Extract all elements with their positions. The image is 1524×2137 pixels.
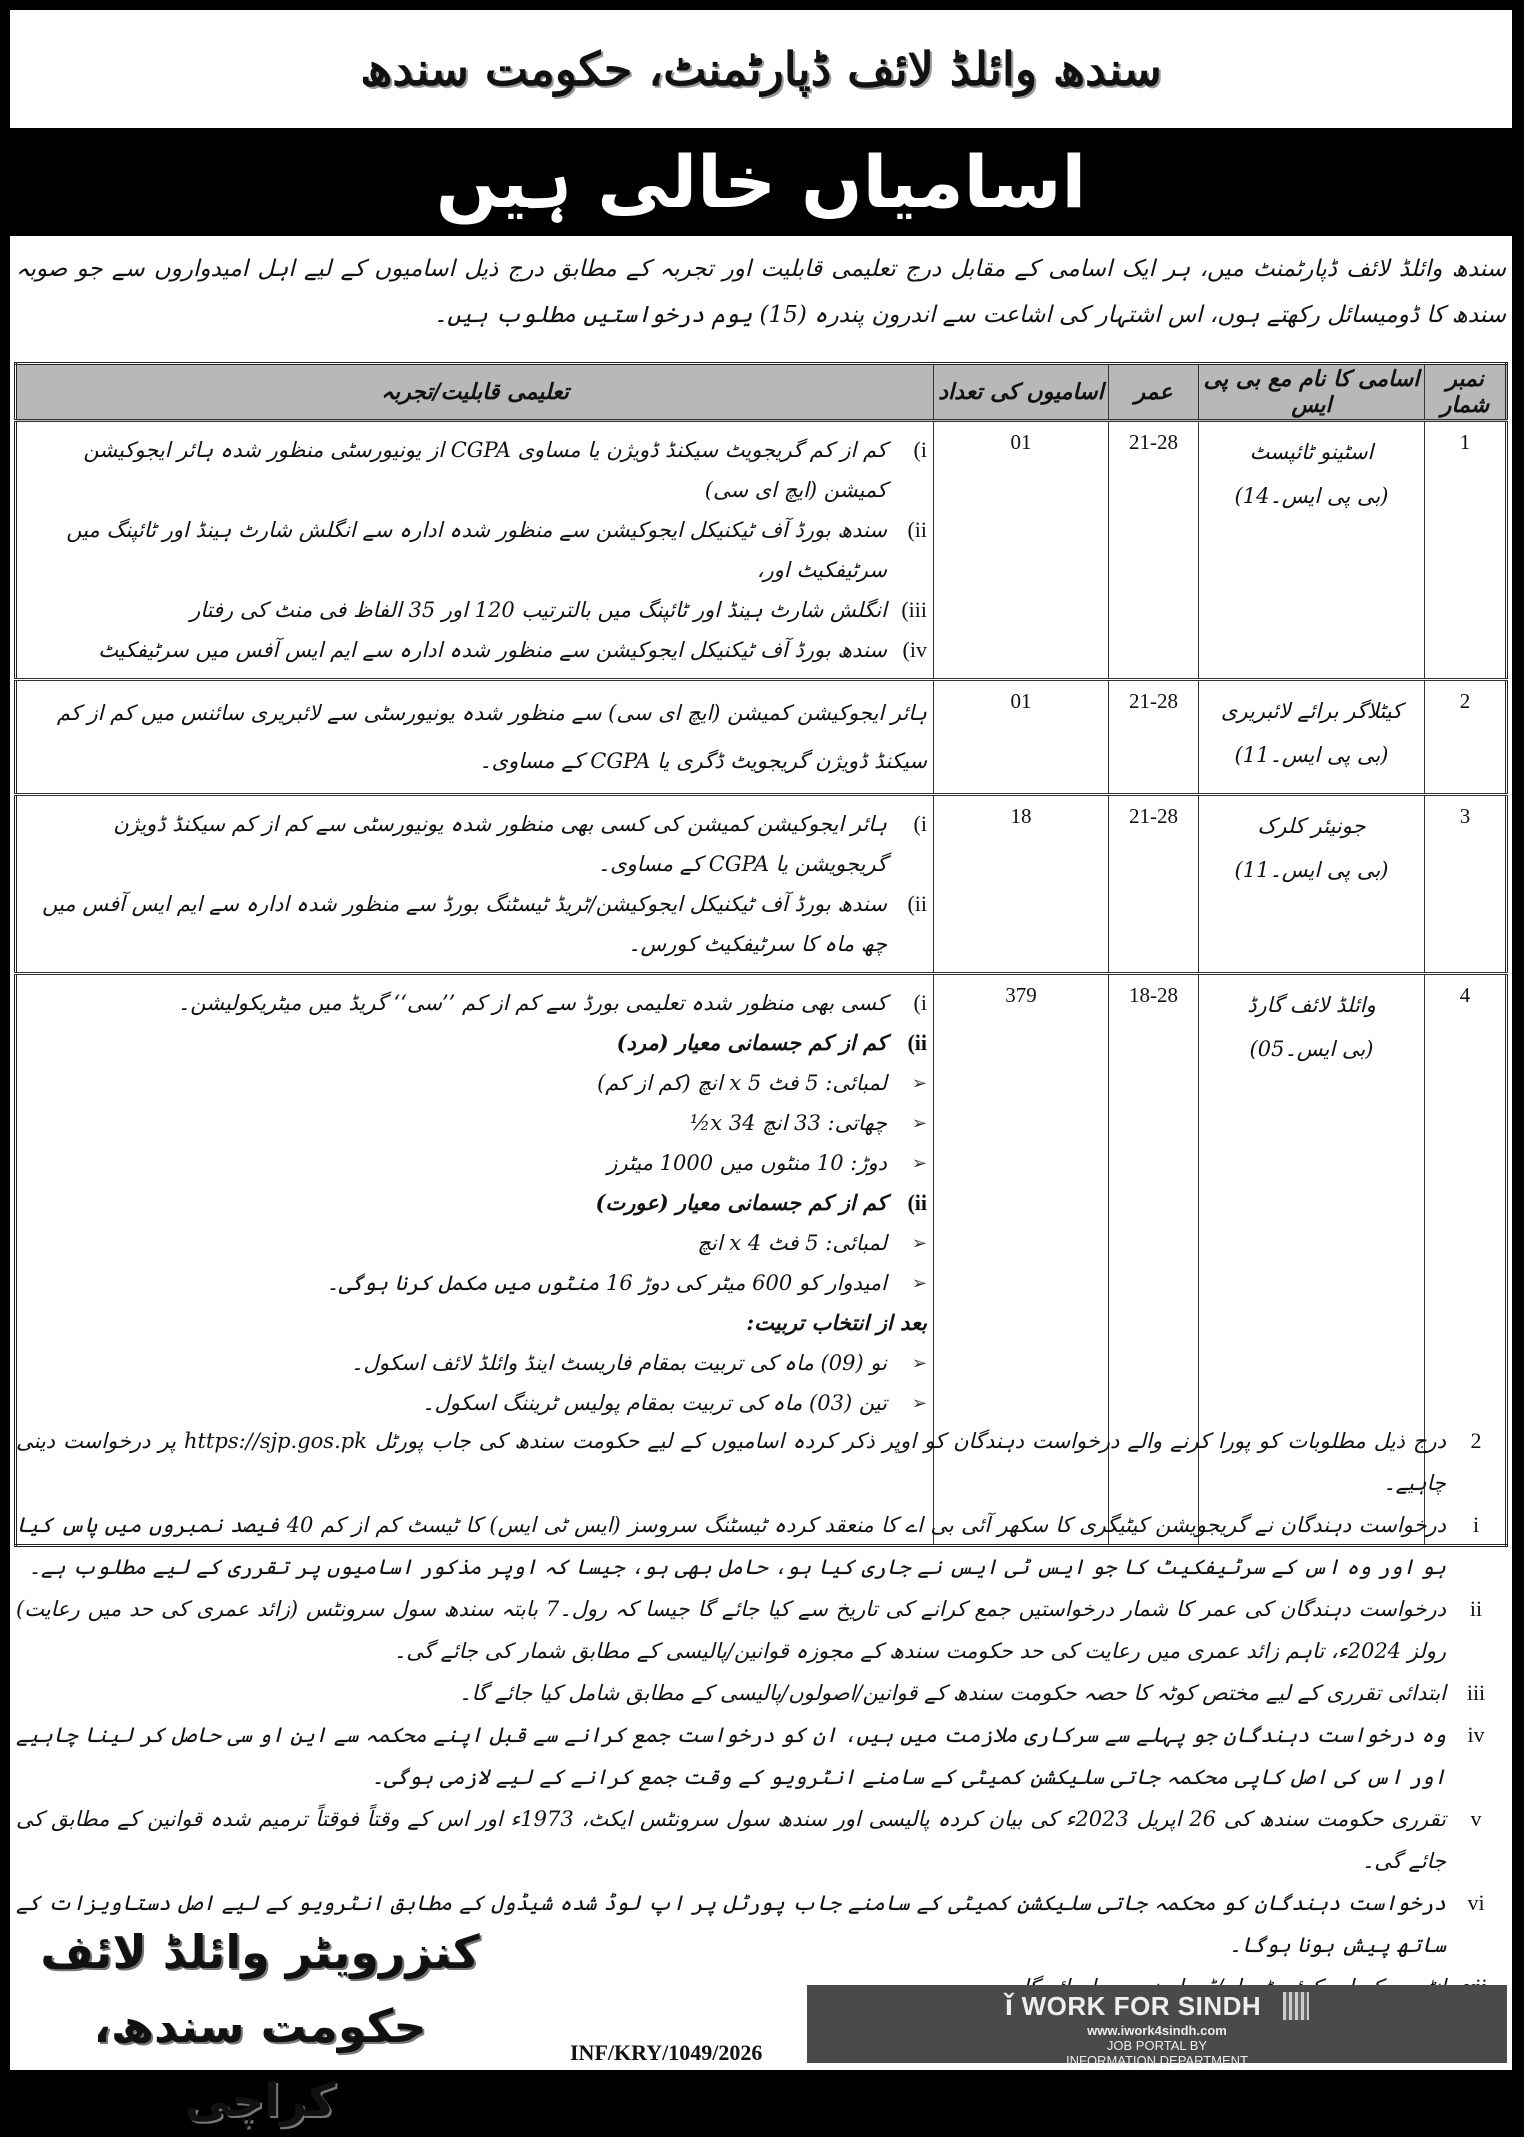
table-header-row: [16, 364, 1507, 421]
qualification-item: [23, 510, 927, 590]
arrow-bullet-icon: ➢: [911, 1153, 927, 1173]
item-text: کم از کم گریجویٹ سیکنڈ ڈویژن یا مساوی CGPA از یونیورسٹی منظور شدہ ہائر ایجوکیشن کمیشن (ایچ ای سی): [83, 438, 887, 502]
item-text: سندھ بورڈ آف ٹیکنیکل ایجوکیشن سے منظور شدہ ادارہ سے ایم ایس آفس میں سرٹیفکیٹ: [98, 638, 887, 662]
post-name: وائلڈ لائف گارڈ: [1247, 993, 1376, 1017]
count-cell: 01: [934, 421, 1109, 680]
signature-location: حکومت سندھ، کراچی: [93, 1999, 427, 2127]
table-row: [16, 795, 1507, 974]
count-cell: 01: [934, 680, 1109, 795]
post-bps: (بی ایس۔05): [1249, 1037, 1374, 1061]
note-item: [16, 1714, 1506, 1798]
signature-block: [40, 1915, 480, 2137]
item-text: تین (03) ماہ کی تربیت بمقام پولیس ٹریننگ اسکول۔: [422, 1391, 887, 1415]
note-item: [16, 1504, 1506, 1588]
reference-number: INF/KRY/1049/2026: [570, 2040, 763, 2065]
item-text: نو (09) ماہ کی تربیت بمقام فاریسٹ اینڈ وائلڈ لائف اسکول۔: [351, 1351, 887, 1375]
item-text: سندھ بورڈ آف ٹیکنیکل ایجوکیشن سے منظور شدہ ادارہ سے انگلش شارٹ ہینڈ اور ٹائپنگ میں سرٹیفکیٹ اور،: [66, 518, 887, 582]
table-row: [16, 421, 1507, 680]
qualification-item: [23, 983, 927, 1023]
item-text: سندھ بورڈ آف ٹیکنیکل ایجوکیشن/ٹریڈ ٹیسٹنگ بورڈ سے منظور شدہ ادارہ سے ایم ایس آفس میں چھ ماہ کا سرٹیفکیٹ کورس۔: [42, 892, 887, 956]
item-text: کم از کم جسمانی معیار (مرد): [616, 1030, 887, 1055]
age-cell: 21-28: [1109, 795, 1199, 974]
banner-url: www.iwork4sindh.com: [1087, 2023, 1227, 2038]
item-marker: i): [913, 990, 927, 1015]
item-text: کسی بھی منظور شدہ تعلیمی بورڈ سے کم از کم ’’سی‘‘ گریڈ میں میٹریکولیشن۔: [177, 991, 887, 1015]
training-heading: [23, 1303, 927, 1343]
bullet-item: [23, 1063, 927, 1103]
arrow-bullet-icon: ➢: [911, 1113, 927, 1133]
physical-standard-male: [23, 1023, 927, 1063]
item-marker: ii): [907, 1030, 927, 1055]
arrow-bullet-icon: ➢: [911, 1073, 927, 1093]
post-name: جونیئر کلرک: [1257, 814, 1366, 838]
item-text: لمبائی: 5 فٹ x 5 انچ (کم از کم): [597, 1071, 887, 1095]
qualification-cell: [16, 680, 934, 795]
banner-brand-text: WORK FOR SINDH: [1021, 1990, 1262, 2021]
header-post: اسامی کا نام مع بی پی ایس: [1199, 364, 1425, 421]
note-marker: iv: [1467, 1722, 1485, 1747]
note-text: تقرری حکومت سندھ کی 26 اپریل 2023ء کی بیان کردہ پالیسی اور سندھ سول سرونٹس ایکٹ، 1973ء اور اس کے وقتاً فوقتاً ترمیم شدہ قوانین کے مطابق کی جائے گی۔: [16, 1807, 1447, 1873]
header-serial: نمبر شمار: [1425, 364, 1507, 421]
note-item: [16, 1588, 1506, 1672]
advertisement-page: [10, 10, 1512, 2127]
note-marker: i: [1472, 1512, 1480, 1537]
work-for-sindh-banner: [807, 1985, 1507, 2068]
bullet-item: [23, 1143, 927, 1183]
note-text: درخواست دہندگان نے گریجویشن کیٹیگری کا سکھر آئی بی اے کا منعقد کردہ ٹیسٹنگ سروسز (ایس ٹی ایس) کا ٹیسٹ کم از کم 40 فیصد نمبروں میں پاس کیا ہو اور وہ اس کے سرٹیفکیٹ کا جو ایس ٹی ایس نے جاری کیا ہو، حامل بھی ہو، جیسا کہ اوپر مذکور اسامیوں پر تقرری کے لیے مطلوب ہے۔: [16, 1513, 1446, 1579]
age-cell: 21-28: [1109, 680, 1199, 795]
item-text: دوڑ: 10 منٹوں میں 1000 میٹرز: [607, 1151, 887, 1175]
bullet-item: [23, 1223, 927, 1263]
header-count: اسامیوں کی تعداد: [934, 364, 1109, 421]
qualification-item: [23, 689, 927, 785]
arrow-bullet-icon: ➢: [911, 1393, 927, 1413]
note-item: [16, 1672, 1506, 1714]
item-marker: iv): [902, 637, 927, 662]
arrow-bullet-icon: ➢: [911, 1353, 927, 1373]
bullet-item: [23, 1343, 927, 1383]
post-name: کیٹلاگر برائے لائبریری: [1220, 699, 1403, 723]
vacancies-table: [14, 362, 1508, 1547]
qualification-item: [23, 804, 927, 884]
post-cell: [1199, 795, 1425, 974]
note-text: درج ذیل مطلوبات کو پورا کرنے والے درخواست دہندگان کو اوپر ذکر کردہ اسامیوں کے لیے حکومت سندھ کی جاب پورٹل https://sjp.gos.pk پر درخواست دینی چاہیے۔: [16, 1429, 1446, 1495]
item-marker: ii): [907, 1190, 927, 1215]
note-marker: ii: [1469, 1596, 1483, 1621]
item-marker: ii): [907, 517, 927, 542]
item-text: امیدوار کو 600 میٹر کی دوڑ 16 منٹوں میں مکمل کرنا ہوگی۔: [326, 1271, 887, 1295]
note-text: ابتدائی تقرری کے لیے مختص کوٹہ کا حصہ حکومت سندھ کے قوانین/اصولوں/پالیسی کے مطابق شامل کیا جائے گا۔: [459, 1681, 1446, 1705]
header-qualification: تعلیمی قابلیت/تجربہ: [16, 364, 934, 421]
bullet-item: [23, 1263, 927, 1303]
post-bps: (بی پی ایس۔14): [1234, 484, 1389, 508]
post-cell: [1199, 680, 1425, 795]
vacancies-headline: اسامیاں خالی ہیں: [10, 128, 1512, 236]
post-cell: [1199, 421, 1425, 680]
item-text: ہائر ایجوکیشن کمیشن (ایچ ای سی) سے منظور شدہ یونیورسٹی سے لائبریری سائنس میں کم از کم سیکنڈ ڈویژن گریجویٹ ڈگری یا CGPA کے مساوی۔: [56, 701, 927, 773]
note-marker: vi: [1467, 1890, 1485, 1915]
qualification-cell: [16, 421, 934, 680]
item-text: لمبائی: 5 فٹ x 4 انچ: [697, 1231, 887, 1255]
arrow-bullet-icon: ➢: [911, 1273, 927, 1293]
post-bps: (بی پی ایس۔11): [1234, 858, 1389, 882]
signature-title: کنزرویٹر وائلڈ لائف: [40, 1925, 480, 1979]
physical-standard-female: [23, 1183, 927, 1223]
banner-line2: INFORMATION DEPARTMENT: [1066, 2053, 1248, 2068]
item-text: چھاتی: 33 انچ x 34½: [689, 1111, 887, 1135]
header-age: عمر: [1109, 364, 1199, 421]
item-text: انگلش شارٹ ہینڈ اور ٹائپنگ میں بالترتیب 120 اور 35 الفاظ فی منٹ کی رفتار: [190, 598, 887, 622]
serial-cell: 1: [1425, 421, 1507, 680]
item-text: بعد از انتخاب تربیت:: [746, 1310, 927, 1335]
note-item: [16, 1798, 1506, 1882]
note-text: درخواست دہندگان کی عمر کا شمار درخواستیں جمع کرانے کی تاریخ سے کیا جائے گا جیسا کہ رول۔7 بابتہ سندھ سول سرونٹس (زائد عمری کی حد میں رعایت) رولز 2024ء، تاہم زائد عمری میں رعایت کی حد حکومت سندھ کے مجوزہ قوانین/پالیسی کے مطابق شمار کی جائے گی۔: [16, 1597, 1446, 1663]
qualification-item: [23, 590, 927, 630]
qualification-cell: [16, 795, 934, 974]
i-logo-icon: ǐ: [1004, 1989, 1014, 2022]
qualification-item: [23, 630, 927, 670]
qualification-item: [23, 430, 927, 510]
post-name: اسٹینو ٹائپسٹ: [1249, 440, 1374, 464]
bullet-item: [23, 1103, 927, 1143]
item-marker: i): [913, 437, 927, 462]
count-cell: 18: [934, 795, 1109, 974]
note-item: [16, 1420, 1506, 1504]
note-marker: v: [1470, 1806, 1482, 1831]
intro-paragraph: سندھ وائلڈ لائف ڈپارٹمنٹ میں، ہر ایک اسامی کے مقابل درج تعلیمی قابلیت اور تجربہ کے مطابق درج ذیل اسامیوں کے لیے اہل امیدواروں سے جو صوبہ سندھ کا ڈومیسائل رکھتے ہوں، اس اشتہار کی اشاعت سے اندرون پندرہ (15) یوم درخواستیں مطلوب ہیں۔: [16, 256, 1506, 328]
serial-cell: 4: [1425, 974, 1507, 1546]
age-cell: 21-28: [1109, 421, 1199, 680]
item-marker: ii): [907, 891, 927, 916]
banner-brand: [1005, 1989, 1309, 2023]
note-text: وہ درخواست دہندگان جو پہلے سے سرکاری ملازمت میں ہیں، ان کو درخواست جمع کرانے سے قبل اپنے محکمہ سے این او سی حاصل کر لینا چاہیے اور اس کی اصل کاپی محکمہ جاتی سلیکشن کمیٹی کے سامنے انٹرویو کے وقت جمع کرانے کے لیے لازمی ہوگی۔: [16, 1723, 1446, 1789]
item-marker: iii): [901, 597, 927, 622]
banner-line1: JOB PORTAL BY: [1106, 2038, 1208, 2053]
arrow-bullet-icon: ➢: [911, 1233, 927, 1253]
item-marker: i): [913, 811, 927, 836]
table-row: [16, 680, 1507, 795]
post-bps: (بی پی ایس۔11): [1234, 743, 1389, 767]
serial-cell: 2: [1425, 680, 1507, 795]
note-marker: iii: [1466, 1680, 1486, 1705]
qualification-item: [23, 884, 927, 964]
note-marker: 2: [1470, 1428, 1482, 1453]
department-title: سندھ وائلڈ لائف ڈپارٹمنٹ، حکومت سندھ: [360, 42, 1162, 96]
qr-code-icon: [1283, 1992, 1309, 2020]
age-cell: 18-28: [1109, 974, 1199, 1546]
serial-cell: 3: [1425, 795, 1507, 974]
item-text: ہائر ایجوکیشن کمیشن کی کسی بھی منظور شدہ یونیورسٹی سے کم از کم سیکنڈ ڈویژن گریجویشن یا CGPA کے مساوی۔: [113, 812, 887, 876]
count-cell: 379: [934, 974, 1109, 1546]
bullet-item: [23, 1383, 927, 1423]
item-text: کم از کم جسمانی معیار (عورت): [595, 1190, 887, 1215]
note-text: درخواست دہندگان کو محکمہ جاتی سلیکشن کمیٹی کے سامنے جاب پورٹل پر اپ لوڈ شدہ شیڈول کے مطابق انٹرویو کے لیے اصل دستاویزات کے ساتھ پیش ہونا ہوگا۔: [16, 1891, 1446, 1957]
